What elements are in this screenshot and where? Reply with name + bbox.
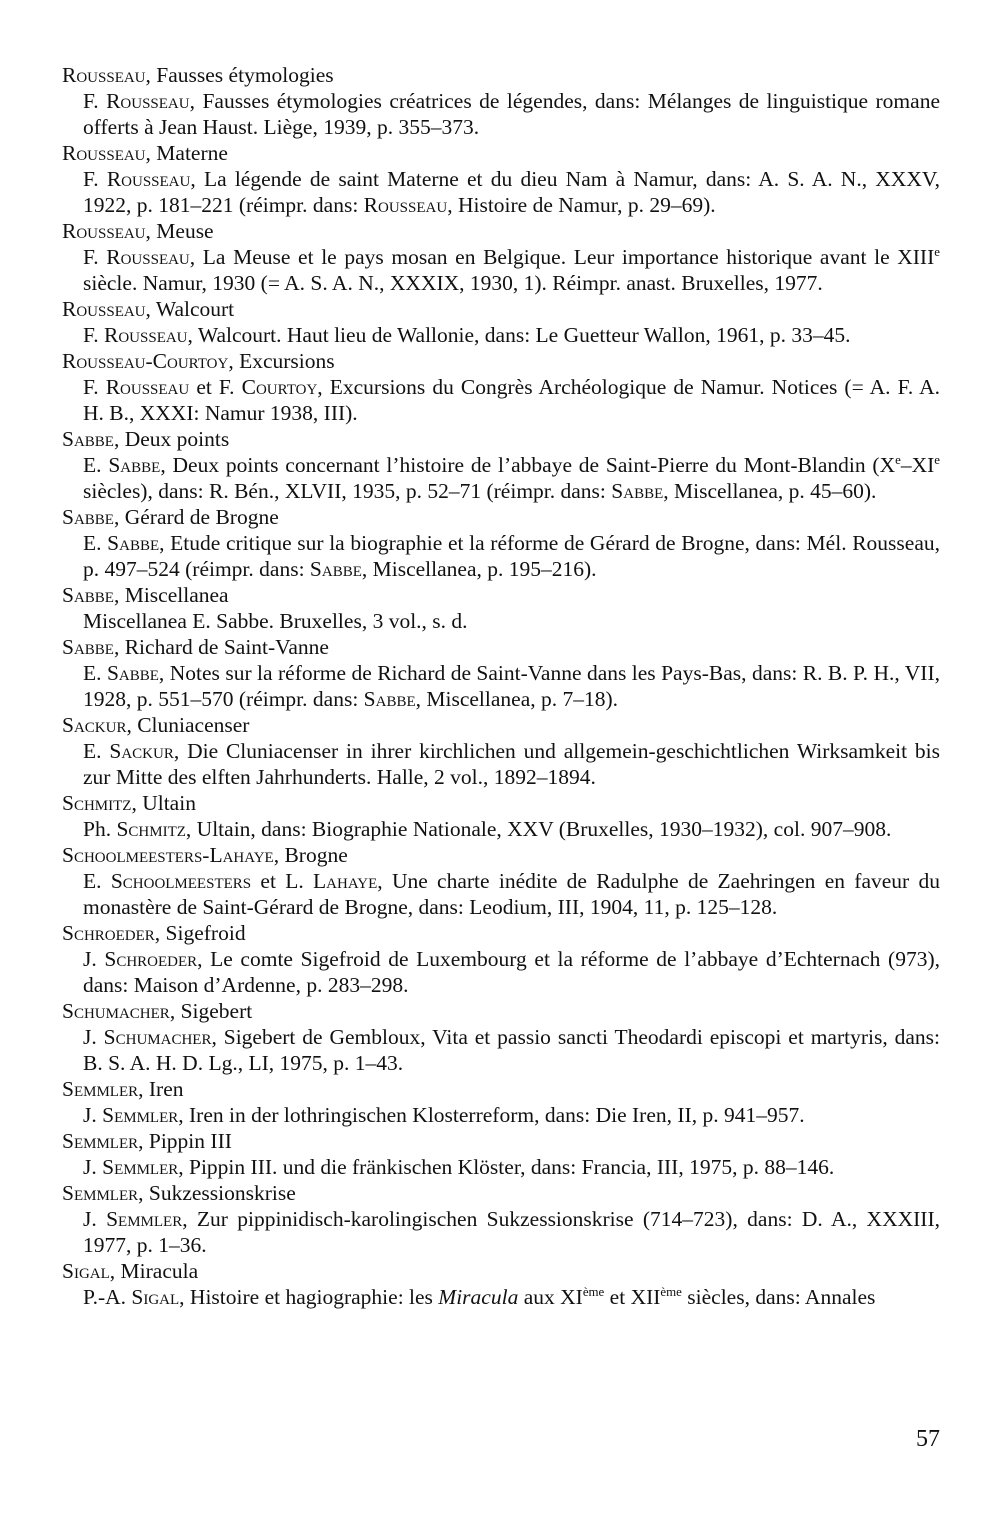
author-name: Sabbe	[106, 661, 159, 685]
entry-full-reference	[62, 868, 940, 920]
reference-text: J.	[83, 1025, 104, 1049]
entry-short-author: Semmler	[62, 1181, 139, 1205]
entry-short-author: Schumacher	[62, 999, 170, 1023]
entry-short-author: Sabbe	[62, 505, 114, 529]
author-name: Schmitz	[116, 817, 186, 841]
bibliography-entry	[62, 218, 940, 296]
entry-short-title	[62, 920, 940, 946]
bibliography-entry	[62, 1180, 940, 1258]
bibliography-entry	[62, 582, 940, 634]
author-name: Sackur	[109, 739, 174, 763]
bibliography-entry	[62, 920, 940, 998]
entry-short-keyword: , Miscellanea	[113, 583, 229, 607]
bibliography-entry	[62, 998, 940, 1076]
author-name: Schumacher	[103, 1025, 212, 1049]
entry-short-keyword: , Fausses étymologies	[145, 63, 334, 87]
author-name: Semmler	[102, 1103, 179, 1127]
entry-short-keyword: , Walcourt	[145, 297, 235, 321]
reference-text: F.	[83, 323, 104, 347]
entry-short-author: Sabbe	[62, 427, 114, 451]
reference-text: E.	[83, 661, 107, 685]
reference-text: , Sigebert de Gembloux, Vita et passio sancti Theodardi episcopi et martyris, dans: B. S. A. H. D. Lg., LI, 1975, p. 1–43.	[83, 1025, 941, 1075]
reference-text: , Zur pippinidisch-karolingischen Sukzessionskrise (714–723), dans: D. A., XXXIII, 1977, p. 1–36.	[83, 1207, 940, 1257]
superscript: ème	[660, 1284, 682, 1299]
reference-text: F.	[83, 245, 107, 269]
author-name: Sabbe	[107, 531, 160, 555]
entry-short-author: Sigal	[62, 1259, 110, 1283]
author-name: Semmler	[106, 1207, 183, 1231]
reference-text: , Etude critique sur la biographie et la réforme de Gérard de Brogne, dans: Mél. Rousseau, p. 497–524 (réimpr. dans:	[83, 531, 941, 581]
reference-text: J.	[83, 947, 105, 971]
entry-short-title	[62, 140, 940, 166]
entry-short-title	[62, 582, 940, 608]
reference-text: , Pippin III. und die fränkischen Klöster, dans: Francia, III, 1975, p. 88–146.	[178, 1155, 835, 1179]
entry-short-title	[62, 1128, 940, 1154]
reference-text: , La Meuse et le pays mosan en Belgique. Leur importance historique avant le XIII	[189, 245, 935, 269]
reference-text: F.	[83, 89, 107, 113]
author-name: Sabbe	[309, 557, 362, 581]
reference-text: E.	[83, 869, 111, 893]
reference-text: et F.	[189, 375, 242, 399]
reference-text: , Excursions du Congrès Archéologique de Namur. Notices (= A. F. A. H. B., XXXI: Namur 1938, III).	[83, 375, 940, 425]
bibliography-entry	[62, 140, 940, 218]
bibliography-entry	[62, 62, 940, 140]
entry-short-title	[62, 842, 940, 868]
entry-full-reference	[62, 608, 940, 634]
reference-text: , Miscellanea, p. 45–60).	[663, 479, 877, 503]
entry-short-keyword: , Deux points	[113, 427, 230, 451]
superscript: e	[934, 244, 940, 259]
entry-short-author: Schmitz	[62, 791, 132, 815]
author-name: Sabbe	[363, 687, 416, 711]
bibliography-page	[62, 62, 940, 1310]
author-name: Rousseau	[106, 167, 191, 191]
entry-full-reference	[62, 88, 940, 140]
reference-text: , Fausses étymologies créatrices de légendes, dans: Mélanges de linguistique romane offerts à Jean Haust. Liège, 1939, p. 355–373.	[83, 89, 940, 139]
entry-short-keyword: , Sukzessionskrise	[138, 1181, 296, 1205]
entry-short-author: Semmler	[62, 1077, 139, 1101]
entry-short-keyword: , Miracula	[109, 1259, 199, 1283]
reference-text: Miscellanea E. Sabbe. Bruxelles, 3 vol., s. d.	[83, 609, 468, 633]
reference-text: J.	[83, 1103, 103, 1127]
reference-text: , La légende de saint Materne et du dieu Nam à Namur, dans: A. S. A. N., XXXV, 1922, p. 181–221 (réimpr. dans:	[83, 167, 940, 217]
entry-full-reference	[62, 374, 940, 426]
bibliography-entry	[62, 348, 940, 426]
entry-short-keyword: , Excursions	[228, 349, 335, 373]
author-name: Rousseau	[106, 89, 190, 113]
reference-text: J.	[83, 1207, 107, 1231]
reference-text: , Deux points concernant l’histoire de l’abbaye de Saint-Pierre du Mont-Blandin (X	[160, 453, 896, 477]
entry-full-reference	[62, 530, 940, 582]
superscript: ème	[582, 1284, 605, 1299]
entry-short-keyword: , Sigefroid	[154, 921, 246, 945]
reference-text: F.	[83, 167, 107, 191]
entry-short-keyword: , Meuse	[145, 219, 214, 243]
bibliography-entry	[62, 1076, 940, 1128]
reference-text: E.	[83, 453, 109, 477]
entry-short-title	[62, 62, 940, 88]
entry-short-title	[62, 712, 940, 738]
entry-short-author: Schoolmeesters-Lahaye	[62, 843, 274, 867]
entry-short-keyword: , Materne	[145, 141, 228, 165]
entry-full-reference	[62, 738, 940, 790]
entry-short-title	[62, 296, 940, 322]
entry-short-author: Rousseau	[62, 63, 146, 87]
reference-text: , Histoire et hagiographie: les	[179, 1285, 439, 1309]
entry-full-reference	[62, 660, 940, 712]
entry-short-title	[62, 504, 940, 530]
author-name: Rousseau	[106, 245, 190, 269]
reference-text: , Die Cluniacenser in ihrer kirchlichen und allgemein-geschichtlichen Wirksamkeit bis zur Mitte des elften Jahrhunderts. Halle, 2 vol., 1892–1894.	[83, 739, 941, 789]
author-name: Rousseau	[105, 375, 190, 399]
reference-text: aux XI	[518, 1285, 583, 1309]
entry-short-title	[62, 790, 940, 816]
entry-short-keyword: , Cluniacenser	[126, 713, 250, 737]
superscript: e	[934, 452, 940, 467]
entry-short-author: Rousseau-Courtoy	[62, 349, 229, 373]
reference-text: , Une charte inédite de Radulphe de Zaehringen en faveur du monastère de Saint-Gérard de Brogne, dans: Leodium, III, 1904, 11, p. 125–128.	[83, 869, 940, 919]
bibliography-entry	[62, 504, 940, 582]
entry-short-title	[62, 218, 940, 244]
entry-full-reference	[62, 946, 940, 998]
bibliography-entry	[62, 712, 940, 790]
author-name: Courtoy	[241, 375, 318, 399]
reference-text: siècle. Namur, 1930 (= A. S. A. N., XXXIX, 1930, 1). Réimpr. anast. Bruxelles, 1977.	[83, 271, 823, 295]
entry-short-keyword: , Richard de Saint-Vanne	[113, 635, 329, 659]
entry-full-reference	[62, 244, 940, 296]
reference-text: F.	[83, 375, 106, 399]
reference-text: , Histoire de Namur, p. 29–69).	[447, 193, 716, 217]
reference-text: P.-A.	[83, 1285, 132, 1309]
bibliography-entry	[62, 842, 940, 920]
reference-text: , Miscellanea, p. 7–18).	[415, 687, 619, 711]
entry-short-author: Sackur	[62, 713, 127, 737]
entry-short-author: Schroeder	[62, 921, 155, 945]
entry-short-author: Rousseau	[62, 141, 146, 165]
bibliography-entry	[62, 634, 940, 712]
reference-text: siècles), dans: R. Bén., XLVII, 1935, p. 52–71 (réimpr. dans:	[83, 479, 612, 503]
author-name: Rousseau	[363, 193, 448, 217]
entry-short-title	[62, 1076, 940, 1102]
bibliography-entry	[62, 1258, 940, 1310]
entry-full-reference	[62, 1024, 940, 1076]
reference-text: Miracula	[438, 1285, 519, 1309]
page-number: 57	[916, 1426, 940, 1452]
entry-short-keyword: , Iren	[138, 1077, 184, 1101]
reference-text: J.	[83, 1155, 103, 1179]
entry-full-reference	[62, 1154, 940, 1180]
reference-text: , Miscellanea, p. 195–216).	[361, 557, 597, 581]
reference-text: E.	[83, 531, 108, 555]
author-name: Sabbe	[108, 453, 161, 477]
entry-short-author: Rousseau	[62, 297, 146, 321]
entry-full-reference	[62, 452, 940, 504]
reference-text: –XI	[900, 453, 935, 477]
author-name: Lahaye	[313, 869, 378, 893]
reference-text: , Le comte Sigefroid de Luxembourg et la réforme de l’abbaye d’Echternach (973), dans: Maison d’Ardenne, p. 283–298.	[83, 947, 940, 997]
bibliography-entry	[62, 426, 940, 504]
entry-full-reference	[62, 1206, 940, 1258]
entry-short-keyword: , Pippin III	[138, 1129, 232, 1153]
entry-short-title	[62, 634, 940, 660]
entry-full-reference	[62, 1284, 940, 1310]
entry-full-reference	[62, 322, 940, 348]
author-name: Schoolmeesters	[110, 869, 252, 893]
entry-short-author: Rousseau	[62, 219, 146, 243]
reference-text: E.	[83, 739, 110, 763]
reference-text: , Iren in der lothringischen Klosterreform, dans: Die Iren, II, p. 941–957.	[178, 1103, 805, 1127]
reference-text: et L.	[251, 869, 314, 893]
entry-short-author: Sabbe	[62, 583, 114, 607]
entry-short-title	[62, 1180, 940, 1206]
author-name: Sigal	[131, 1285, 180, 1309]
entry-short-keyword: , Ultain	[131, 791, 196, 815]
entry-short-keyword: , Sigebert	[169, 999, 253, 1023]
reference-text: , Walcourt. Haut lieu de Wallonie, dans: Le Guetteur Wallon, 1961, p. 33–45.	[187, 323, 851, 347]
entry-short-author: Sabbe	[62, 635, 114, 659]
superscript: e	[895, 452, 901, 467]
author-name: Semmler	[102, 1155, 179, 1179]
reference-text: et XII	[604, 1285, 661, 1309]
author-name: Schroeder	[104, 947, 198, 971]
bibliography-entry	[62, 790, 940, 842]
entry-full-reference	[62, 816, 940, 842]
entry-short-title	[62, 426, 940, 452]
entry-short-title	[62, 348, 940, 374]
entry-short-author: Semmler	[62, 1129, 139, 1153]
author-name: Rousseau	[104, 323, 188, 347]
reference-text: Ph.	[83, 817, 117, 841]
author-name: Sabbe	[611, 479, 664, 503]
entry-short-keyword: , Gérard de Brogne	[113, 505, 279, 529]
entry-short-keyword: , Brogne	[273, 843, 348, 867]
reference-text: , Ultain, dans: Biographie Nationale, XXV (Bruxelles, 1930–1932), col. 907–908.	[185, 817, 892, 841]
entry-short-title	[62, 1258, 940, 1284]
reference-text: , Notes sur la réforme de Richard de Saint-Vanne dans les Pays-Bas, dans: R. B. P. H., VII, 1928, p. 551–570 (réimpr. dans:	[83, 661, 940, 711]
entry-short-title	[62, 998, 940, 1024]
entry-full-reference	[62, 166, 940, 218]
reference-text: siècles, dans: Annales	[681, 1285, 876, 1309]
bibliography-entry	[62, 296, 940, 348]
entry-full-reference	[62, 1102, 940, 1128]
bibliography-entry	[62, 1128, 940, 1180]
